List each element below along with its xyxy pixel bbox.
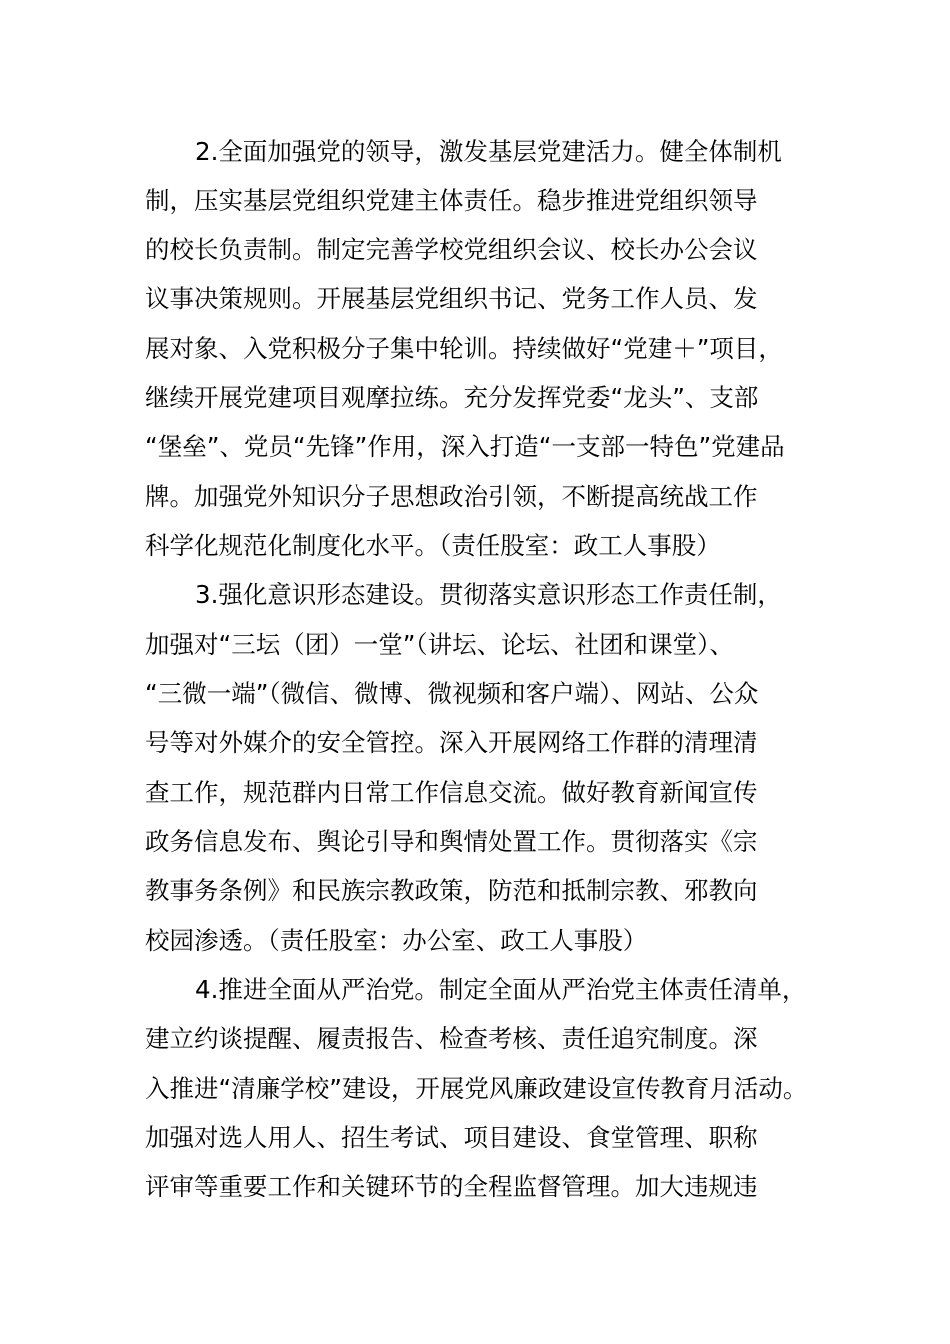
paragraph-3-line-4: 号等对外媒介的安全管控。深入开展网络工作群的清理清 bbox=[145, 728, 758, 757]
paragraph-2-line-9: 科学化规范化制度化水平。（责任股室：政工人事股） bbox=[145, 531, 721, 560]
paragraph-2-line-6: 继续开展党建项目观摩拉练。充分发挥党委“龙头”、支部 bbox=[145, 383, 759, 412]
paragraph-2-line-1: 2.全面加强党的领导，激发基层党建活力。健全体制机 bbox=[195, 137, 782, 166]
paragraph-4-line-3: 入推进“清廉学校”建设，开展党风廉政建设宣传教育月活动。 bbox=[145, 1074, 808, 1103]
paragraph-3-line-2: 加强对“三坛（团）一堂”（讲坛、论坛、社团和课堂）、 bbox=[145, 630, 734, 659]
paragraph-4-line-5: 评审等重要工作和关键环节的全程监督管理。加大违规违 bbox=[145, 1172, 758, 1201]
paragraph-2-line-3: 的校长负责制。制定完善学校党组织会议、校长办公会议 bbox=[145, 235, 758, 264]
paragraph-2-line-4: 议事决策规则。开展基层党组织书记、党务工作人员、发 bbox=[145, 284, 758, 313]
paragraph-3-line-6: 政务信息发布、舆论引导和舆情处置工作。贯彻落实《宗 bbox=[145, 827, 758, 856]
paragraph-3-line-8: 校园渗透。（责任股室：办公室、政工人事股） bbox=[145, 926, 648, 955]
paragraph-4-line-1: 4.推进全面从严治党。制定全面从严治党主体责任清单， bbox=[195, 975, 807, 1004]
paragraph-4-line-2: 建立约谈提醒、履责报告、检查考核、责任追究制度。深 bbox=[145, 1024, 758, 1053]
paragraph-3-line-5: 查工作，规范群内日常工作信息交流。做好教育新闻宣传 bbox=[145, 778, 758, 807]
paragraph-4-line-4: 加强对选人用人、招生考试、项目建设、食堂管理、职称 bbox=[145, 1123, 758, 1152]
paragraph-2-line-8: 牌。加强党外知识分子思想政治引领，不断提高统战工作 bbox=[145, 482, 758, 511]
paragraph-2-line-5: 展对象、入党积极分子集中轮训。持续做好“党建＋”项目， bbox=[145, 334, 783, 363]
paragraph-2-line-2: 制，压实基层党组织党建主体责任。稳步推进党组织领导 bbox=[145, 186, 758, 215]
paragraph-3-line-3: “三微一端”（微信、微博、微视频和客户端）、网站、公众 bbox=[145, 679, 759, 708]
paragraph-3-line-1: 3.强化意识形态建设。贯彻落实意识形态工作责任制， bbox=[195, 580, 782, 609]
paragraph-2-line-7: “堡垒”、党员“先锋”作用，深入打造“一支部一特色”党建品 bbox=[145, 432, 785, 461]
paragraph-3-line-7: 教事务条例》和民族宗教政策，防范和抵制宗教、邪教向 bbox=[145, 876, 758, 905]
